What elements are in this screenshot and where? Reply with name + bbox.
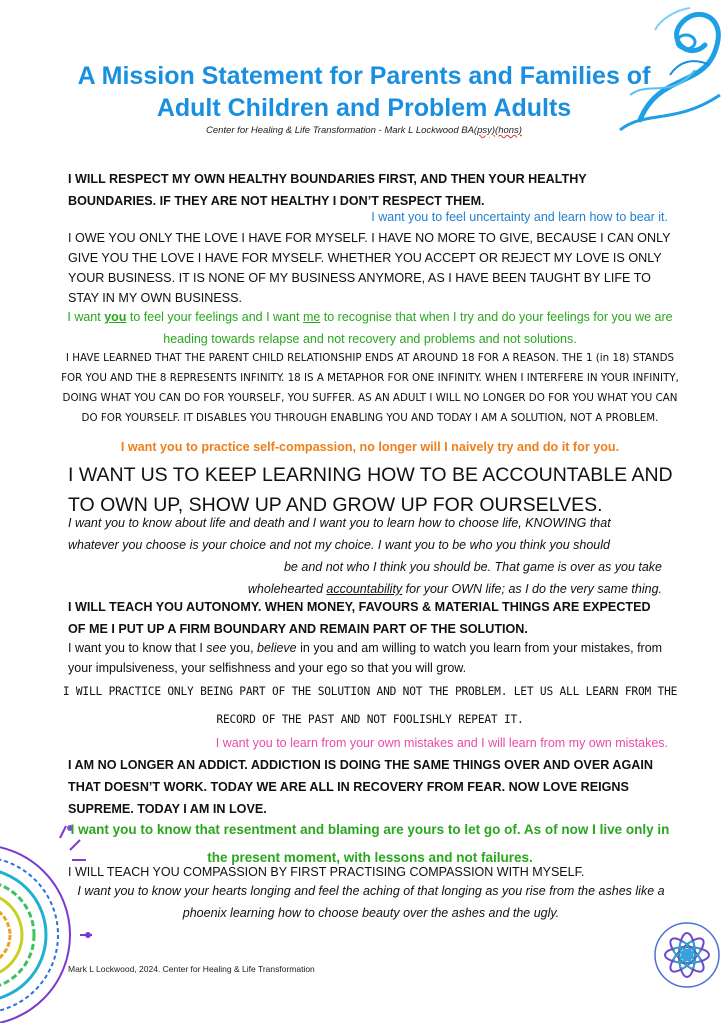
- feelings-you: you: [104, 310, 127, 324]
- page-title: [40, 60, 688, 124]
- accountable-statement: I WANT US TO KEEP LEARNING HOW TO BE ACCOUNTABLE AND TO OWN UP, SHOW UP AND GROW UP FOR OURSELVES.: [68, 464, 673, 516]
- life-death-b: be and not who I think you should be. That game is over as you take: [283, 560, 662, 574]
- see-word: see: [206, 641, 227, 655]
- blue-mandala-icon: [652, 920, 722, 990]
- autonomy-statement: I WILL TEACH YOU AUTONOMY. WHEN MONEY, FAVOURS & MATERIAL THINGS ARE EXPECTED OF ME I PUT UP A FIRM BOUNDARY AND REMAIN PART OF THE SOLUTION.: [68, 600, 651, 636]
- believe-word: believe: [257, 641, 297, 655]
- uncertainty-line: I want you to feel uncertainty and learn how to bear it.: [371, 210, 668, 224]
- subtitle-degree: (psy)(hons): [473, 125, 522, 136]
- solution-statement: I WILL PRACTICE ONLY BEING PART OF THE SOLUTION AND NOT THE PROBLEM. LET US ALL LEARN FROM THE RECORD OF THE PAST AND NOT FOOLISHLY REPEAT IT.: [62, 685, 678, 726]
- title-line-1: A Mission Statement for Parents and Families of: [77, 62, 651, 90]
- life-death-c2: for your OWN life; as I do the very same thing.: [402, 582, 662, 596]
- love-statement: I OWE YOU ONLY THE LOVE I HAVE FOR MYSELF. I HAVE NO MORE TO GIVE, BECAUSE I CAN ONLY GIVE YOU THE LOVE I HAVE FOR MYSELF. WHETHER YOU ACCEPT OR REJECT MY LOVE IS ONLY YOUR BUSINESS. IT IS NONE OF MY BUSINESS ANYMORE, AS I HAVE BEEN TAUGHT BY LIFE TO STAY IN MY OWN BUSINESS.: [68, 231, 671, 305]
- resentment-line: I want you to know that resentment and blaming are yours to let go of. As of now I live only in the present moment, with lessons and not failures.: [70, 822, 670, 865]
- phoenix-line: I want you to know your hearts longing and feel the aching of that longing as you rise from the ashes like a phoenix learning how to choose beauty over the ashes and the ugly.: [77, 884, 665, 920]
- see-believe-c: in you and am willing to watch you learn from your mistakes, from your impulsiveness, your selfishness and your ego so that you will grow.: [68, 641, 663, 675]
- life-death-statement: [68, 512, 662, 600]
- boundaries-statement: I WILL RESPECT MY OWN HEALTHY BOUNDARIES FIRST, AND THEN YOUR HEALTHY BOUNDARIES. IF THEY ARE NOT HEALTHY I DON’T RESPECT THEM.: [68, 172, 587, 208]
- feelings-me: me: [302, 310, 321, 324]
- addict-statement: I AM NO LONGER AN ADDICT. ADDICTION IS DOING THE SAME THINGS OVER AND OVER AGAIN THAT DOESN’T WORK. TODAY WE ARE ALL IN RECOVERY FROM FEAR. NOW LOVE REIGNS SUPREME. TODAY I AM IN LOVE.: [68, 758, 653, 816]
- feelings-c: to recognise that when I try and do your feelings for you we are heading towards relapse and not recovery and problems and not solutions.: [163, 310, 673, 346]
- mistakes-line: I want you to learn from your own mistakes and I will learn from my own mistakes.: [215, 736, 668, 750]
- title-line-2: Adult Children and Problem Adults: [156, 94, 572, 122]
- see-believe-a: I want you to know that I: [68, 641, 207, 655]
- eighteen-statement: I HAVE LEARNED THAT THE PARENT CHILD RELATIONSHIP ENDS AT AROUND 18 FOR A REASON. THE 1 (in 18) STANDS FOR YOU AND THE 8 REPRESENTS INFINITY. 18 IS A METAPHOR FOR ONE INFINITY. WHEN I INTERFERE IN YOUR INFINITY, DOING WHAT YOU CAN DO FOR YOURSELF, YOU SUFFER. AS AN ADULT I WILL NO LONGER DO FOR YOU WHAT YOU CAN DO FOR YOURSELF. IT DISABLES YOU THROUGH ENABLING YOU AND TODAY I AM A SOLUTION, NOT A PROBLEM.: [61, 352, 679, 424]
- footer-credit: Mark L Lockwood, 2024. Center for Healing & Life Transformation: [68, 964, 315, 974]
- life-death-c1: wholehearted: [247, 582, 327, 596]
- accountability-word: accountability: [326, 582, 403, 596]
- see-believe-b: you,: [226, 641, 258, 655]
- feelings-a: I want: [67, 310, 105, 324]
- feelings-b: to feel your feelings and I want: [126, 310, 303, 324]
- compassion-statement: I WILL TEACH YOU COMPASSION BY FIRST PRACTISING COMPASSION WITH MYSELF.: [68, 865, 585, 879]
- subtitle-text: Center for Healing & Life Transformation - Mark L Lockwood BA: [206, 125, 474, 136]
- life-death-a: I want you to know about life and death and I want you to learn how to choose life, KNOWING that whatever you choose is your choice and not my choice. I want you to be who you think you should: [68, 516, 611, 552]
- see-believe-statement: [68, 638, 668, 678]
- feelings-line: [60, 306, 680, 350]
- subtitle: [0, 125, 728, 136]
- self-compassion-line: I want you to practice self-compassion, no longer will I naively try and do it for you.: [120, 440, 620, 454]
